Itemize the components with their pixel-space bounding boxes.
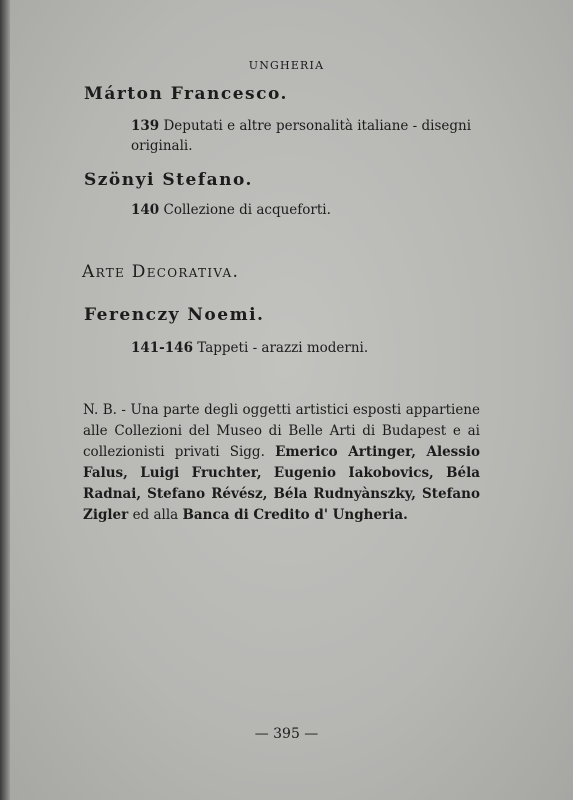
entry-141-146 bbox=[131, 338, 491, 358]
entry-number: 141-146 bbox=[131, 340, 193, 356]
entry-text: Deputati e altre personalità italiane - disegni originali. bbox=[131, 118, 472, 154]
note-label: N. B. - bbox=[83, 402, 126, 418]
entry-text: Tappeti - arazzi moderni. bbox=[197, 340, 369, 356]
collectors-list: Emerico Artinger, Alessio Falus, Luigi Fruchter, Eugenio Iakobovics, Béla Radnai, Stefano Révész, Béla Rudnyànszky, Stefano Zigler bbox=[83, 444, 481, 523]
entry-number: 139 bbox=[131, 118, 160, 134]
nota-bene bbox=[83, 400, 480, 526]
page-header: UNGHERIA bbox=[248, 59, 325, 72]
entry-number: 140 bbox=[131, 202, 160, 218]
artist-name-szonyi: Szönyi Stefano. bbox=[84, 170, 253, 190]
entry-139 bbox=[131, 116, 491, 156]
artist-name-marton: Márton Francesco. bbox=[84, 84, 288, 104]
bank-name: Banca di Credito d' Ungheria. bbox=[182, 507, 408, 523]
entry-text: Collezione di acqueforti. bbox=[163, 202, 331, 218]
entry-140 bbox=[131, 200, 491, 220]
note-text-2: ed alla bbox=[132, 507, 179, 523]
artist-name-ferenczy: Ferenczy Noemi. bbox=[84, 305, 265, 325]
book-spine-shadow bbox=[0, 0, 10, 800]
section-title: Arte Decorativa. bbox=[82, 262, 240, 282]
page-number: — 395 — bbox=[254, 726, 319, 742]
note-text: Una parte degli oggetti artistici esposti appartiene alle Collezioni del Museo di Belle Arti di Budapest e ai collezionisti privati Sigg. bbox=[83, 402, 480, 460]
